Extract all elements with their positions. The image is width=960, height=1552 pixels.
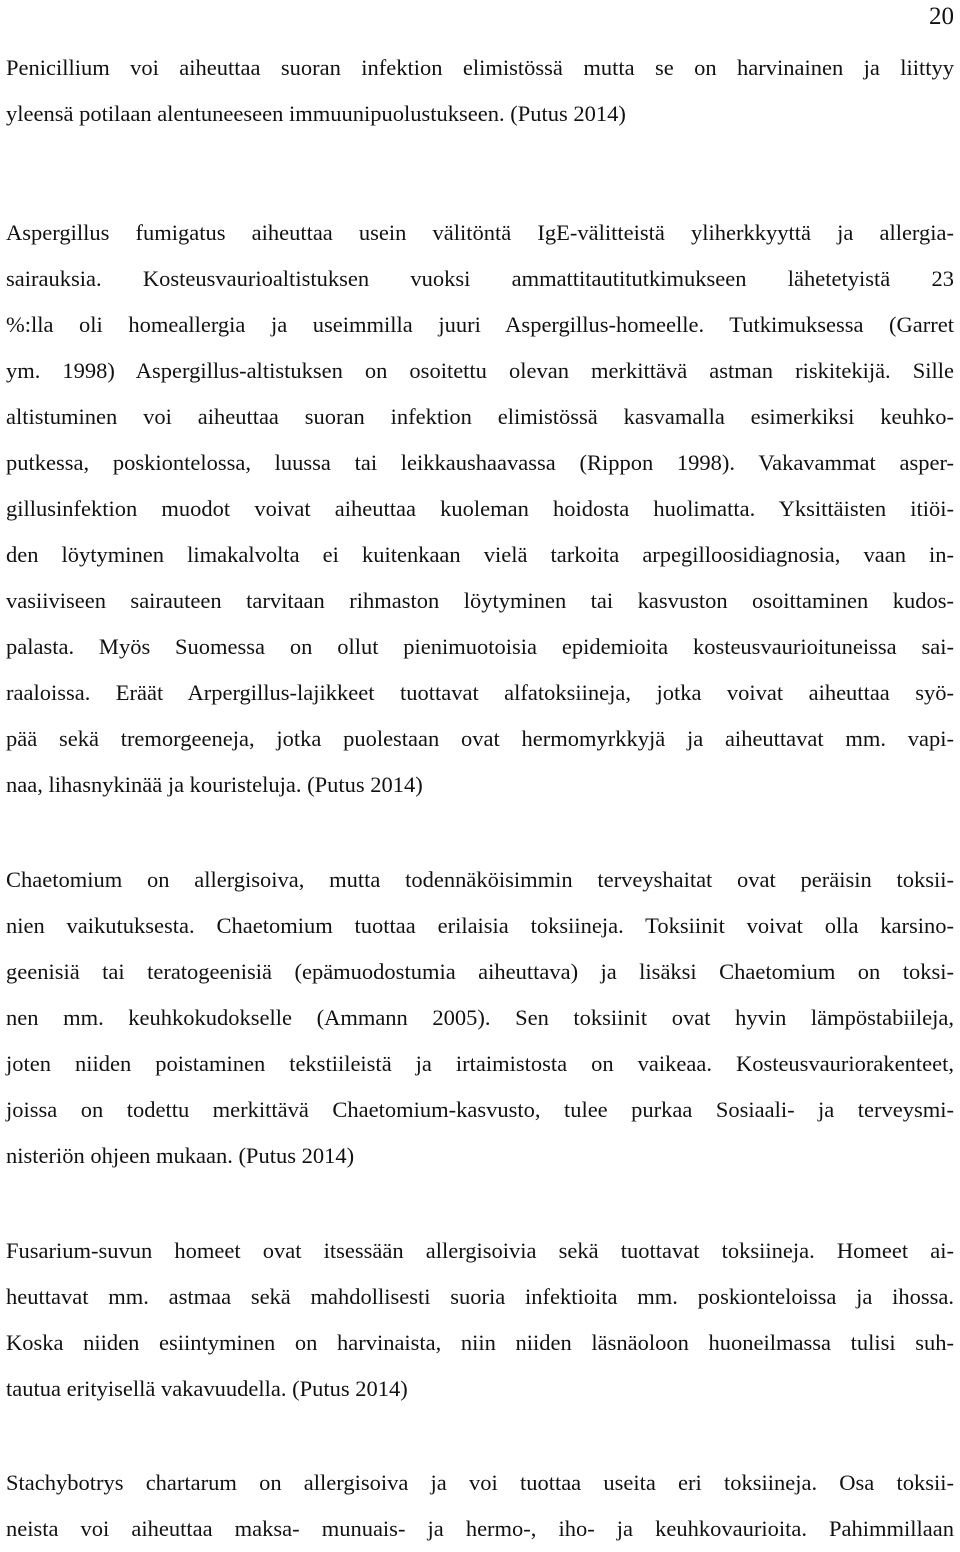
paragraph-fusarium xyxy=(6,1228,954,1412)
text-line: tautua erityisellä vakavuudella. (Putus 2014) xyxy=(6,1376,408,1401)
text-line: raaloissa. Eräät Arpergillus-lajikkeet tuottavat alfatoksiineja, jotka voivat aiheuttaa syö- xyxy=(6,680,954,705)
text-line: gillusinfektion muodot voivat aiheuttaa kuoleman hoidosta huolimatta. Yksittäisten itiöi- xyxy=(6,496,954,521)
text-line: heuttavat mm. astmaa sekä mahdollisesti suoria infektioita mm. poskionteloissa ja ihossa. xyxy=(6,1284,954,1309)
text-line: naa, lihasnykinää ja kouristeluja. (Putus 2014) xyxy=(6,772,423,797)
paragraph-stachybotrys xyxy=(6,1460,954,1552)
text-line: sairauksia. Kosteusvaurioaltistuksen vuoksi ammattitautitutkimukseen lähetetyistä 23 xyxy=(6,266,954,291)
text-line: ym. 1998) Aspergillus-altistuksen on osoitettu olevan merkittävä astman riskitekijä. Sille xyxy=(6,358,954,383)
text-line: vasiiviseen sairauteen tarvitaan rihmaston löytyminen tai kasvuston osoittaminen kudos- xyxy=(6,588,954,613)
text-line: Stachybotrys chartarum on allergisoiva ja voi tuottaa useita eri toksiineja. Osa toksii- xyxy=(6,1470,954,1495)
text-line: joten niiden poistaminen tekstiileistä ja irtaimistosta on vaikeaa. Kosteusvauriorakenteet, xyxy=(6,1051,954,1076)
paragraph-aspergillus xyxy=(6,210,954,808)
text-line: neista voi aiheuttaa maksa- munuais- ja hermo-, iho- ja keuhkovaurioita. Pahimmillaan xyxy=(6,1516,954,1541)
text-line: yleensä potilaan alentuneeseen immuunipuolustukseen. (Putus 2014) xyxy=(6,101,626,126)
text-line: %:lla oli homeallergia ja useimmilla juuri Aspergillus-homeelle. Tutkimuksessa (Garret xyxy=(6,312,954,337)
text-line: joissa on todettu merkittävä Chaetomium-kasvusto, tulee purkaa Sosiaali- ja terveysmi- xyxy=(6,1097,954,1122)
text-line: altistuminen voi aiheuttaa suoran infektion elimistössä kasvamalla esimerkiksi keuhko- xyxy=(6,404,954,429)
paragraph-penicillium xyxy=(6,45,954,137)
text-line: Penicillium voi aiheuttaa suoran infektion elimistössä mutta se on harvinainen ja liittyy xyxy=(6,55,954,80)
paragraph-chaetomium xyxy=(6,857,954,1179)
text-line: nisteriön ohjeen mukaan. (Putus 2014) xyxy=(6,1143,355,1168)
text-line: palasta. Myös Suomessa on ollut pienimuotoisia epidemioita kosteusvaurioituneissa sai- xyxy=(6,634,954,659)
text-line: geenisiä tai teratogeenisiä (epämuodostumia aiheuttava) ja lisäksi Chaetomium on toksi- xyxy=(6,959,954,984)
text-line: nen mm. keuhkokudokselle (Ammann 2005). Sen toksiinit ovat hyvin lämpöstabiileja, xyxy=(6,1005,954,1030)
text-line: pää sekä tremorgeeneja, jotka puolestaan ovat hermomyrkkyjä ja aiheuttavat mm. vapi- xyxy=(6,726,954,751)
page-number: 20 xyxy=(929,3,954,30)
text-line: den löytyminen limakalvolta ei kuitenkaan vielä tarkoita arpegilloosidiagnosia, vaan in- xyxy=(6,542,954,567)
text-line: Aspergillus fumigatus aiheuttaa usein välitöntä IgE-välitteistä yliherkkyyttä ja allergia- xyxy=(6,220,954,245)
text-line: Chaetomium on allergisoiva, mutta todennäköisimmin terveyshaitat ovat peräisin toksii- xyxy=(6,867,954,892)
text-line: putkessa, poskiontelossa, luussa tai leikkaushaavassa (Rippon 1998). Vakavammat asper- xyxy=(6,450,954,475)
text-line: nien vaikutuksesta. Chaetomium tuottaa erilaisia toksiineja. Toksiinit voivat olla karsino- xyxy=(6,913,954,938)
text-line: Koska niiden esiintyminen on harvinaista, niin niiden läsnäoloon huoneilmassa tulisi suh- xyxy=(6,1330,954,1355)
text-line: Fusarium-suvun homeet ovat itsessään allergisoivia sekä tuottavat toksiineja. Homeet ai- xyxy=(6,1238,954,1263)
